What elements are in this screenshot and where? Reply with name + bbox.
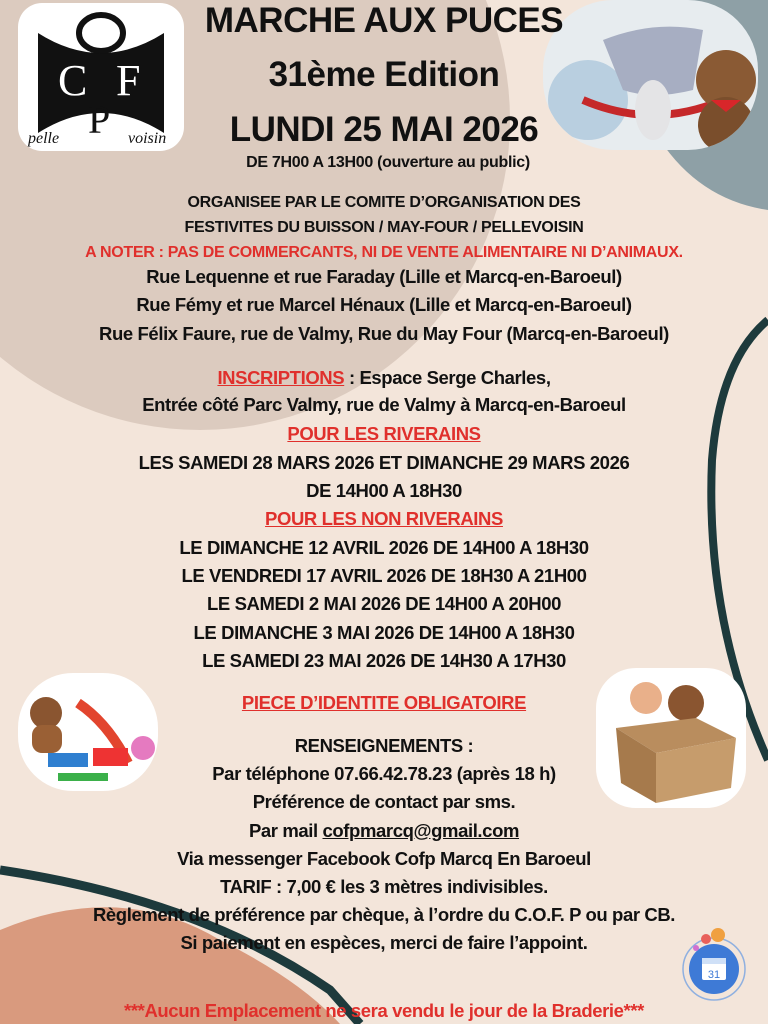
svg-text:voisin: voisin	[128, 130, 167, 147]
non-riverains-date: LE VENDREDI 17 AVRIL 2026 DE 18H30 A 21H00	[181, 565, 587, 586]
riverains-label: POUR LES RIVERAINS	[287, 423, 481, 444]
riverains-hours: DE 14H00 A 18H30	[306, 480, 462, 501]
non-riverains-date: LE SAMEDI 2 MAI 2026 DE 14H00 A 20H00	[207, 593, 561, 614]
non-riverains-label: POUR LES NON RIVERAINS	[265, 508, 503, 529]
notice: A NOTER : PAS DE COMMERCANTS, NI DE VENTE ALIMENTAIRE NI D’ANIMAUX.	[85, 244, 683, 261]
info-mail	[0, 820, 768, 842]
event-title: MARCHE AUX PUCES	[204, 1, 564, 40]
svg-text:pelle: pelle	[28, 130, 60, 147]
inscriptions-entrance: Entrée côté Parc Valmy, rue de Valmy à Marcq-en-Baroeul	[142, 394, 626, 415]
street-2: Rue Fémy et rue Marcel Hénaux (Lille et Marcq-en-Baroeul)	[136, 294, 632, 315]
info-cash: Si paiement en espèces, merci de faire l’appoint.	[180, 932, 588, 953]
svg-text:F: F	[116, 56, 141, 105]
svg-text:P: P	[88, 97, 111, 142]
event-date: LUNDI 25 MAI 2026	[229, 110, 539, 149]
riverains-dates: LES SAMEDI 28 MARS 2026 ET DIMANCHE 29 MARS 2026	[138, 452, 630, 473]
footer-warning: ***Aucun Emplacement ne sera vendu le jour de la Braderie***	[124, 1000, 644, 1021]
calendar-day: 31	[707, 969, 721, 981]
svg-text:C: C	[58, 56, 88, 105]
inscriptions-place-text: : Espace Serge Charles,	[344, 367, 551, 388]
street-1: Rue Lequenne et rue Faraday (Lille et Marcq-en-Baroeul)	[146, 266, 622, 287]
public-hours: DE 7H00 A 13H00 (ouverture au public)	[246, 154, 530, 171]
street-3: Rue Félix Faure, rue de Valmy, Rue du May Four (Marcq-en-Baroeul)	[99, 323, 669, 344]
organizer-line-2: FESTIVITES DU BUISSON / MAY-FOUR / PELLEVOISIN	[184, 219, 584, 236]
info-tarif: TARIF : 7,00 € les 3 mètres indivisibles.	[220, 876, 548, 897]
email-link[interactable]: cofpmarcq@gmail.com	[322, 820, 520, 841]
edition: 31ème Edition	[268, 55, 500, 94]
info-title: RENSEIGNEMENTS :	[294, 735, 474, 756]
info-sms: Préférence de contact par sms.	[252, 791, 516, 812]
calendar-icon	[678, 925, 750, 1005]
non-riverains-date: LE DIMANCHE 12 AVRIL 2026 DE 14H00 A 18H30	[179, 537, 589, 558]
inscriptions-place	[0, 367, 768, 389]
info-phone: Par téléphone 07.66.42.78.23 (après 18 h)	[212, 763, 556, 784]
non-riverains-date: LE DIMANCHE 3 MAI 2026 DE 14H00 A 18H30	[193, 622, 575, 643]
inscriptions-label: INSCRIPTIONS	[217, 367, 345, 388]
non-riverains-date: LE SAMEDI 23 MAI 2026 DE 14H30 A 17H30	[202, 650, 566, 671]
organizer-line-1: ORGANISEE PAR LE COMITE D’ORGANISATION DES	[187, 194, 581, 211]
info-messenger: Via messenger Facebook Cofp Marcq En Baroeul	[177, 848, 591, 869]
info-payment: Règlement de préférence par chèque, à l’ordre du C.O.F. P ou par CB.	[92, 904, 676, 925]
id-required: PIECE D’IDENTITE OBLIGATOIRE	[241, 692, 527, 713]
mail-prefix: Par mail	[248, 820, 323, 841]
